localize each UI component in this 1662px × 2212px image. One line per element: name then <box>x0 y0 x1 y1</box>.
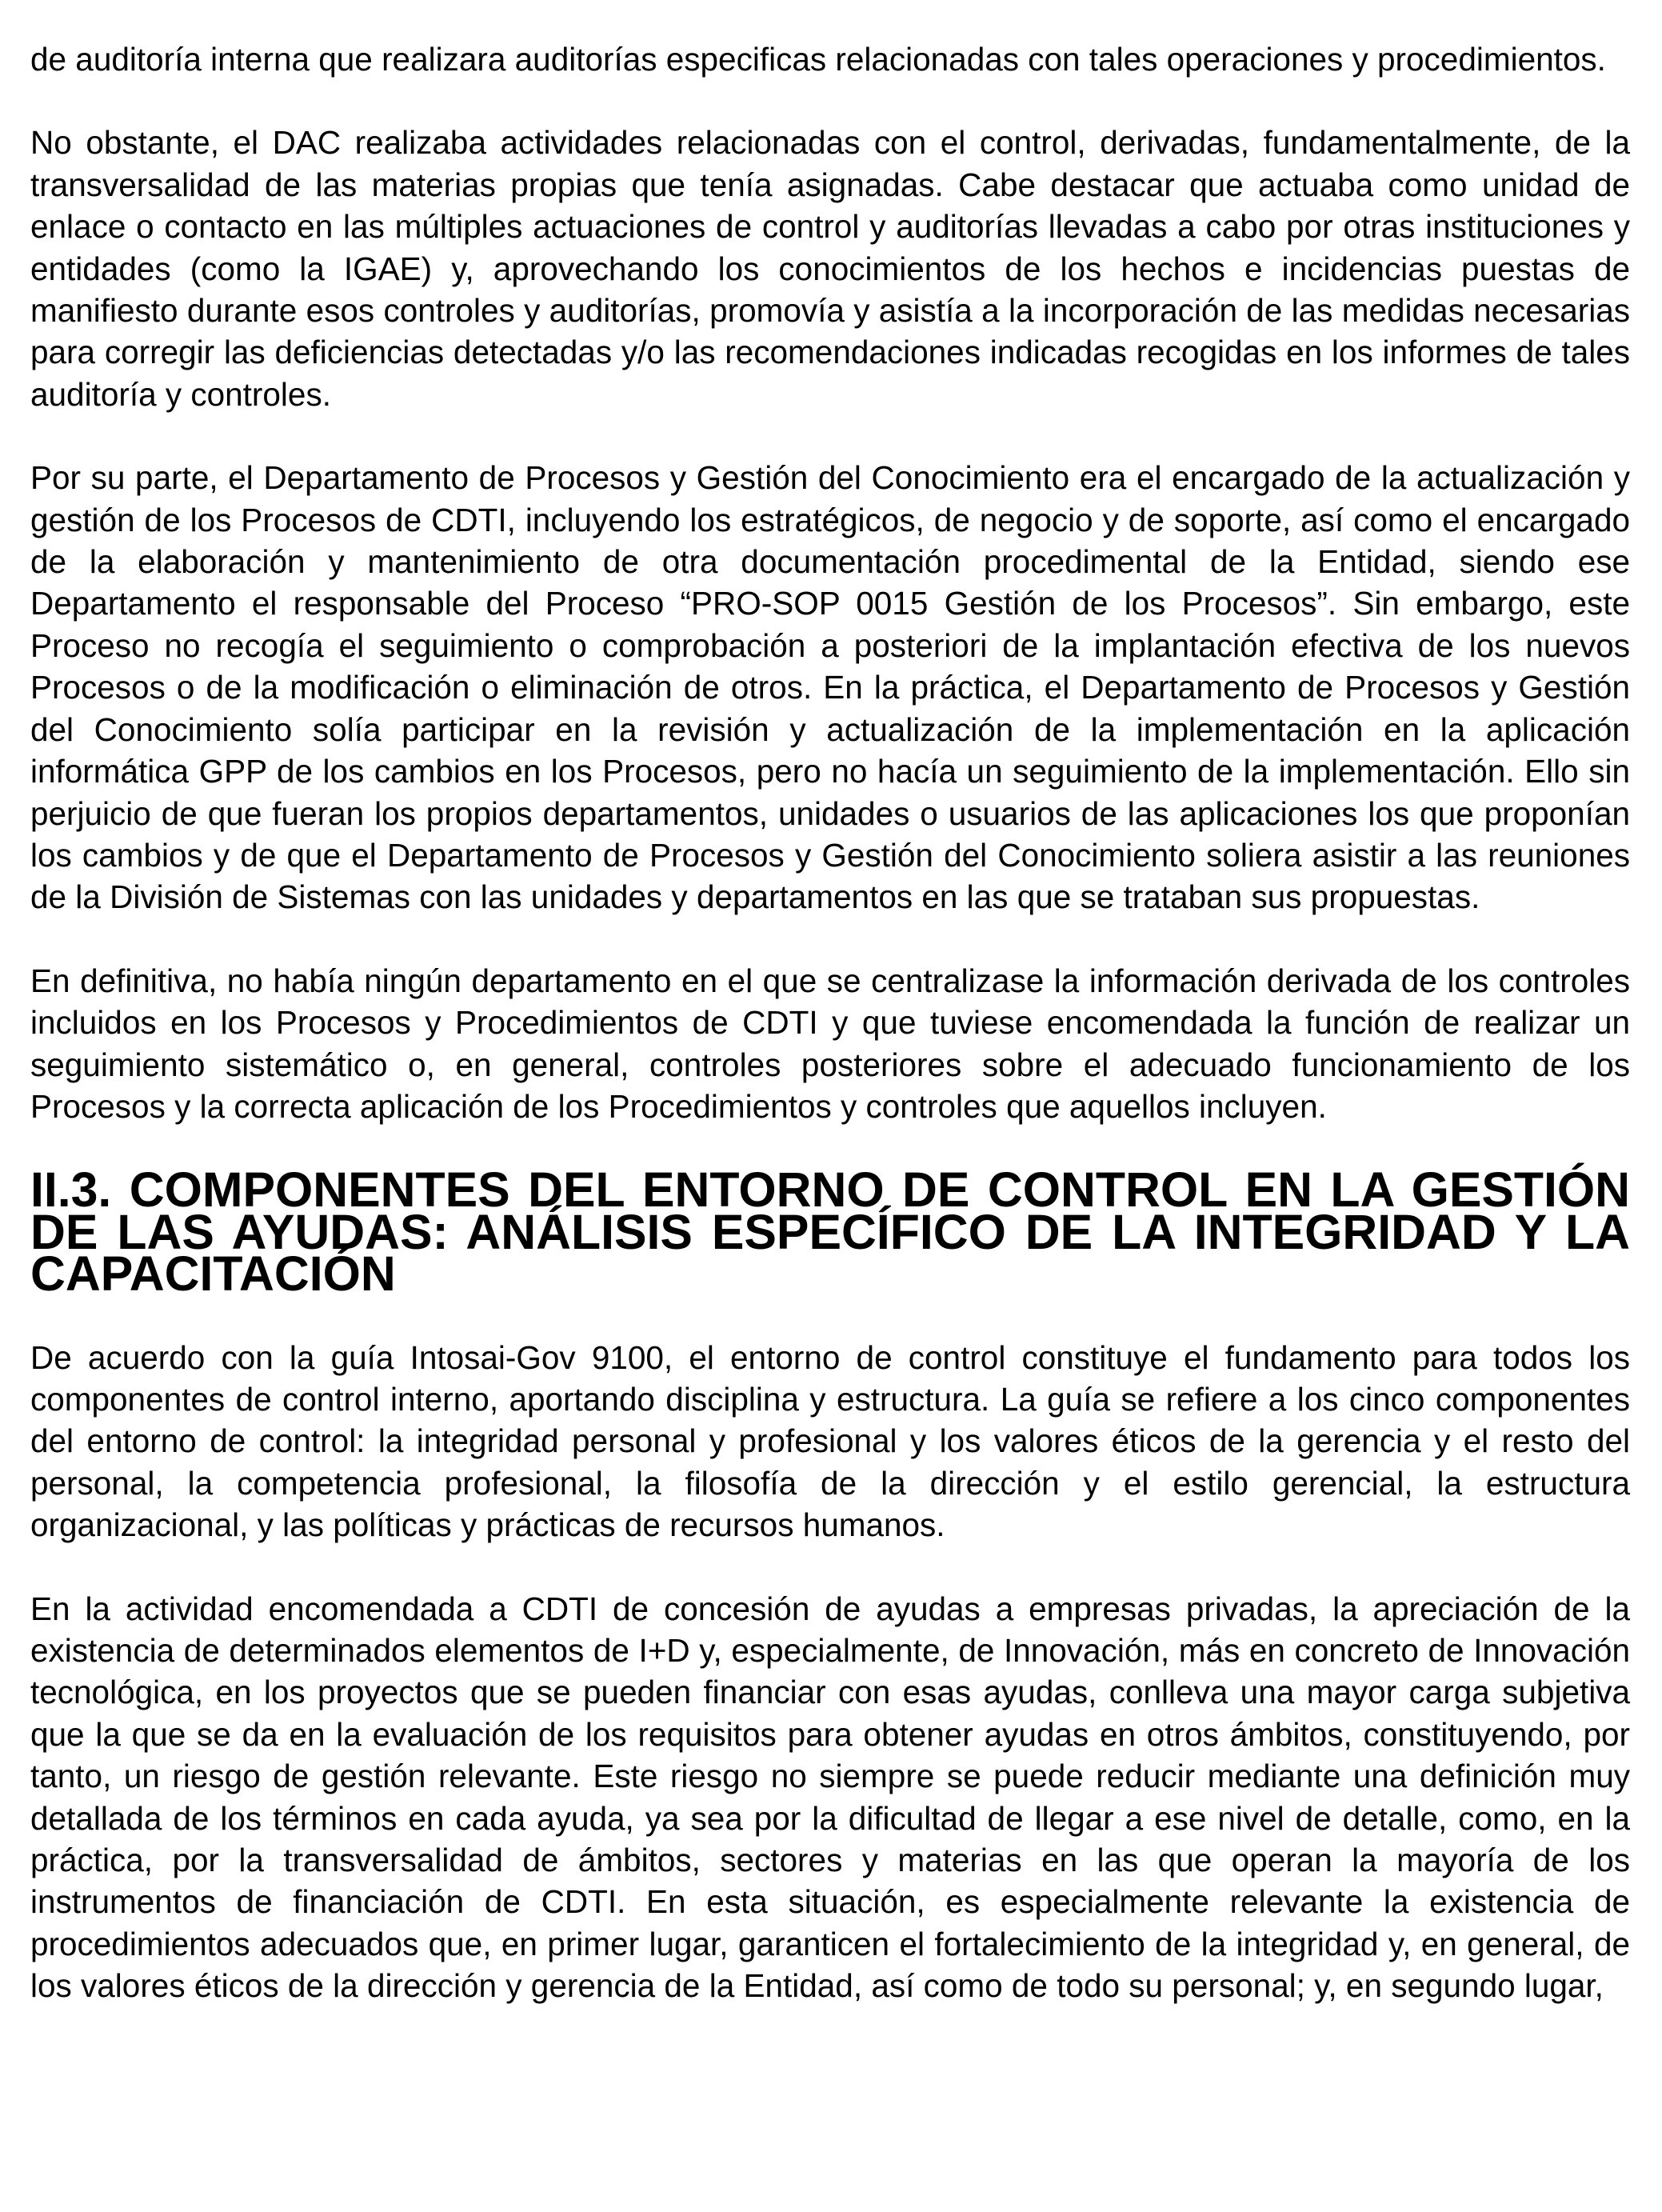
document-page <box>30 38 1630 2049</box>
section-heading: II.3. COMPONENTES DEL ENTORNO DE CONTROL EN LA GESTIÓN DE LAS AYUDAS: ANÁLISIS ESPECÍFICO DE LA INTEGRIDAD Y LA CAPACITACIÓN <box>30 1162 1630 1302</box>
paragraph-audit-continuation: de auditoría interna que realizara auditorías especificas relacionadas con tales operaciones y procedimientos. <box>30 41 1606 78</box>
paragraph-processes-department: Por su parte, el Departamento de Procesos y Gestión del Conocimiento era el encargado de la actualización y gestión de los Procesos de CDTI, incluyendo los estratégicos, de negocio y de soporte, así como el encargado de la elaboración y mantenimiento de otra documentación procedimental de la Entidad, siendo ese Departamento el responsable del Proceso “PRO-SOP 0015 Gestión de los Procesos”. Sin embargo, este Proceso no recogía el seguimiento o comprobación a posteriori de la implantación efectiva de los nuevos Procesos o de la modificación o eliminación de otros. En la práctica, el Departamento de Procesos y Gestión del Conocimiento solía participar en la revisión y actualización de la implementación en la aplicación informática GPP de los cambios en los Procesos, pero no hacía un seguimiento de la implementación. Ello sin perjuicio de que fueran los propios departamentos, unidades o usuarios de las aplicaciones los que proponían los cambios y de que el Departamento de Procesos y Gestión del Conocimiento soliera asistir a las reuniones de la División de Sistemas con las unidades y departamentos en las que se trataban sus propuestas. <box>30 459 1630 916</box>
paragraph-dac-activities: No obstante, el DAC realizaba actividades relacionadas con el control, derivadas, fundamentalmente, de la transversalidad de las materias propias que tenía asignadas. Cabe destacar que actuaba como unidad de enlace o contacto en las múltiples actuaciones de control y auditorías llevadas a cabo por otras instituciones y entidades (como la IGAE) y, aprovechando los conocimientos de los hechos e incidencias puestas de manifiesto durante esos controles y auditorías, promovía y asistía a la incorporación de las medidas necesarias para corregir las deficiencias detectadas y/o las recomendaciones indicadas recogidas en los informes de tales auditoría y controles. <box>30 124 1630 413</box>
paragraph-conclusion: En definitiva, no había ningún departamento en el que se centralizase la información derivada de los controles incluidos en los Procesos y Procedimientos de CDTI y que tuviese encomendada la función de realizar un seguimiento sistemático o, en general, controles posteriores sobre el adecuado funcionamiento de los Procesos y la correcta aplicación de los Procedimientos y controles que aquellos incluyen. <box>30 962 1630 1125</box>
paragraph-intosai-guide: De acuerdo con la guía Intosai-Gov 9100, el entorno de control constituye el fundamento para todos los componentes de control interno, aportando disciplina y estructura. La guía se refiere a los cinco componentes del entorno de control: la integridad personal y profesional y los valores éticos de la gerencia y el resto del personal, la competencia profesional, la filosofía de la dirección y el estilo gerencial, la estructura organizacional, y las políticas y prácticas de recursos humanos. <box>30 1338 1630 1544</box>
paragraph-cdti-grants: En la actividad encomendada a CDTI de concesión de ayudas a empresas privadas, la apreciación de la existencia de determinados elementos de I+D y, especialmente, de Innovación, más en concreto de Innovación tecnológica, en los proyectos que se pueden financiar con esas ayudas, conlleva una mayor carga subjetiva que la que se da en la evaluación de los requisitos para obtener ayudas en otros ámbitos, constituyendo, por tanto, un riesgo de gestión relevante. Este riesgo no siempre se puede reducir mediante una definición muy detallada de los términos en cada ayuda, ya sea por la dificultad de llegar a ese nivel de detalle, como, en la práctica, por la transversalidad de ámbitos, sectores y materias en las que operan la mayoría de los instrumentos de financiación de CDTI. En esta situación, es especialmente relevante la existencia de procedimientos adecuados que, en primer lugar, garanticen el fortalecimiento de la integridad y, en general, de los valores éticos de la dirección y gerencia de la Entidad, así como de todo su personal; y, en segundo lugar, <box>30 1590 1630 2005</box>
